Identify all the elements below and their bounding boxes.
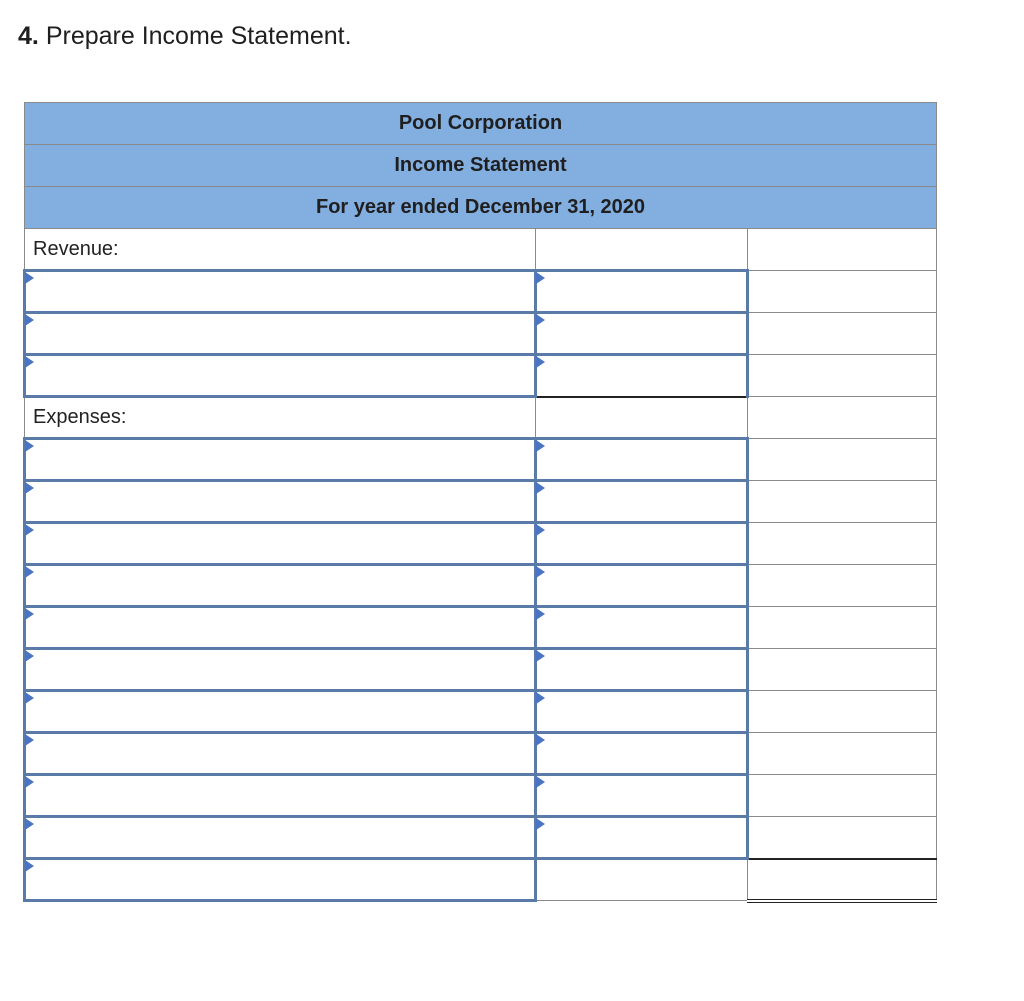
header-row-period — [25, 187, 937, 229]
expense-row — [25, 649, 937, 691]
total-cell — [748, 397, 937, 439]
total-cell — [748, 481, 937, 523]
expense-amount-cell — [536, 691, 748, 733]
total-cell — [748, 691, 937, 733]
total-cell — [748, 229, 937, 271]
total-cell — [748, 523, 937, 565]
revenue-row — [25, 271, 937, 313]
expense-amount-input[interactable] — [537, 650, 746, 689]
total-cell — [748, 733, 937, 775]
header-row-company — [25, 103, 937, 145]
total-cell — [748, 607, 937, 649]
amount-cell — [536, 859, 748, 901]
revenue-amount-cell — [536, 355, 748, 397]
expense-amount-cell — [536, 565, 748, 607]
amount-cell — [536, 229, 748, 271]
amount-cell — [536, 397, 748, 439]
total-cell — [748, 649, 937, 691]
header-row-statement — [25, 145, 937, 187]
revenue-amount-input[interactable] — [537, 314, 746, 353]
expense-amount-input[interactable] — [537, 608, 746, 647]
expenses-label: Expenses: — [25, 397, 536, 439]
expense-account-input[interactable] — [26, 692, 534, 731]
expense-account-input[interactable] — [26, 524, 534, 563]
expense-amount-cell — [536, 607, 748, 649]
revenue-account-input[interactable] — [26, 272, 534, 311]
revenue-amount-input[interactable] — [537, 272, 746, 311]
expense-amount-input[interactable] — [537, 776, 746, 815]
net-income-row — [25, 859, 937, 901]
expense-account-cell — [25, 649, 536, 691]
revenue-amount-cell — [536, 313, 748, 355]
expense-account-cell — [25, 481, 536, 523]
question-title: Prepare Income Statement. — [45, 22, 352, 50]
expense-account-cell — [25, 691, 536, 733]
expense-amount-cell — [536, 481, 748, 523]
expense-amount-cell — [536, 523, 748, 565]
net-income-label-input[interactable] — [26, 860, 534, 899]
company-name: Pool Corporation — [25, 103, 937, 145]
revenue-label-row — [25, 229, 937, 271]
expense-amount-input[interactable] — [537, 734, 746, 773]
expense-amount-cell — [536, 775, 748, 817]
expense-row — [25, 523, 937, 565]
revenue-account-input[interactable] — [26, 314, 534, 353]
expense-amount-input[interactable] — [537, 482, 746, 521]
expense-account-input[interactable] — [26, 734, 534, 773]
expense-amount-cell — [536, 439, 748, 481]
income-statement-table — [23, 102, 937, 903]
revenue-amount-input[interactable] — [537, 356, 746, 396]
net-income-label-cell — [25, 859, 536, 901]
expense-account-input[interactable] — [26, 440, 534, 479]
expense-account-input[interactable] — [26, 608, 534, 647]
expense-account-cell — [25, 439, 536, 481]
expense-row — [25, 565, 937, 607]
total-cell — [748, 817, 937, 859]
expense-amount-input[interactable] — [537, 440, 746, 479]
expense-account-cell — [25, 817, 536, 859]
expense-account-cell — [25, 607, 536, 649]
expenses-label-row — [25, 397, 937, 439]
expense-row — [25, 439, 937, 481]
revenue-account-input[interactable] — [26, 356, 534, 395]
expense-row — [25, 775, 937, 817]
revenue-account-cell — [25, 355, 536, 397]
expense-row — [25, 733, 937, 775]
question-number: 4. — [18, 22, 39, 50]
question-heading — [18, 22, 352, 51]
expense-account-input[interactable] — [26, 818, 534, 857]
total-cell — [748, 271, 937, 313]
total-cell — [748, 565, 937, 607]
expense-account-input[interactable] — [26, 776, 534, 815]
expense-amount-input[interactable] — [537, 818, 746, 857]
expense-row — [25, 817, 937, 859]
statement-period: For year ended December 31, 2020 — [25, 187, 937, 229]
total-cell — [748, 775, 937, 817]
expense-account-input[interactable] — [26, 482, 534, 521]
statement-name: Income Statement — [25, 145, 937, 187]
total-cell — [748, 355, 937, 397]
expense-account-cell — [25, 733, 536, 775]
expense-account-input[interactable] — [26, 566, 534, 605]
revenue-account-cell — [25, 313, 536, 355]
expense-amount-cell — [536, 649, 748, 691]
expense-row — [25, 607, 937, 649]
expense-account-cell — [25, 523, 536, 565]
expense-amount-cell — [536, 733, 748, 775]
revenue-account-cell — [25, 271, 536, 313]
revenue-row — [25, 313, 937, 355]
total-cell — [748, 313, 937, 355]
net-income-total-cell — [748, 859, 937, 901]
expense-amount-input[interactable] — [537, 524, 746, 563]
expense-row — [25, 691, 937, 733]
expense-account-cell — [25, 565, 536, 607]
expense-amount-input[interactable] — [537, 692, 746, 731]
expense-account-cell — [25, 775, 536, 817]
expense-account-input[interactable] — [26, 650, 534, 689]
total-cell — [748, 439, 937, 481]
revenue-amount-cell — [536, 271, 748, 313]
expense-amount-input[interactable] — [537, 566, 746, 605]
expense-row — [25, 481, 937, 523]
revenue-label: Revenue: — [25, 229, 536, 271]
expense-amount-cell — [536, 817, 748, 859]
revenue-row — [25, 355, 937, 397]
